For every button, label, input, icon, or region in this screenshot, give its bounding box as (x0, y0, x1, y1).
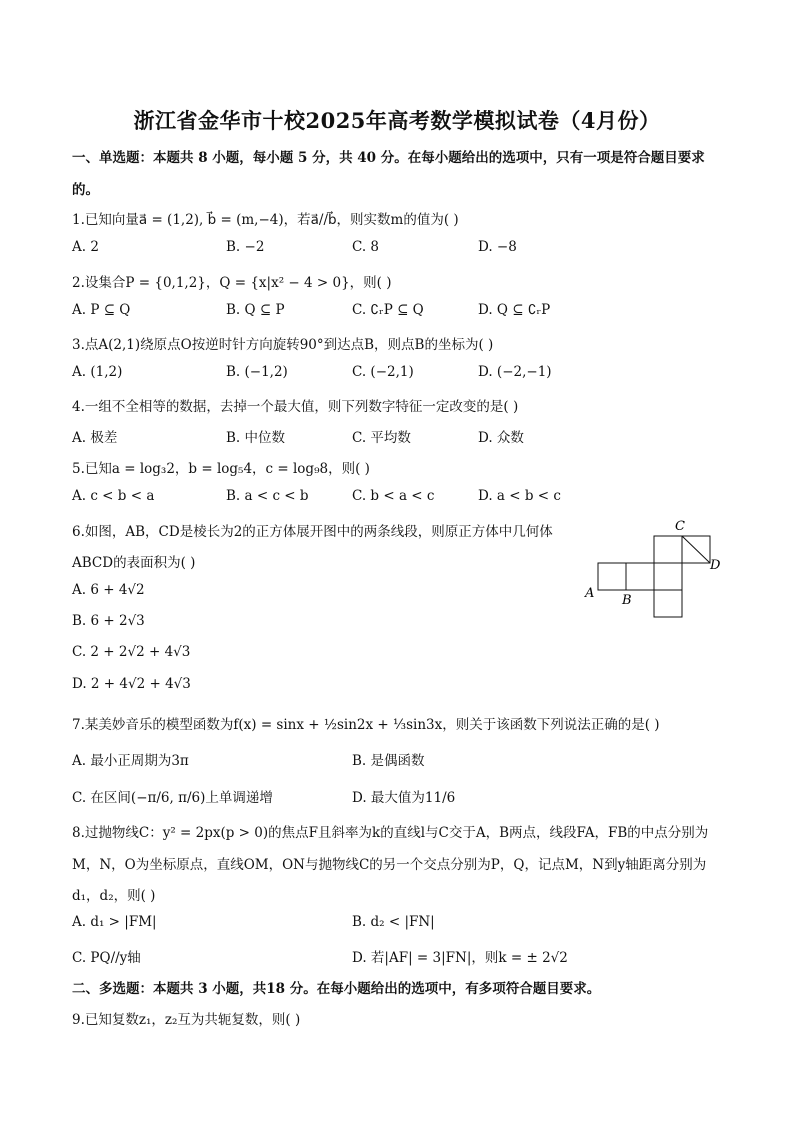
q2-option-d: D. Q ⊆ ∁ᵣP (478, 302, 551, 318)
net-square (626, 563, 654, 590)
net-square (654, 563, 682, 590)
question-8-stem-cont: M，N，O为坐标原点，直线OM，ON与抛物线C的另一个交点分别为P，Q，记点M，N到y轴距离分别为 (72, 857, 707, 873)
q2-option-a: A. P ⊆ Q (72, 302, 131, 318)
label-b: B (622, 593, 632, 608)
q8-option-a: A. d₁ > |FM| (72, 914, 157, 930)
q7-option-b: B. 是偶函数 (352, 753, 425, 769)
question-8-stem-cont2: d₁，d₂，则( ) (72, 888, 156, 904)
cube-net-figure (584, 516, 724, 626)
net-square (598, 563, 626, 590)
section-1-heading-cont: 的。 (72, 182, 99, 198)
q4-option-d: D. 众数 (478, 430, 524, 446)
question-9-stem: 9.已知复数z₁，z₂互为共轭复数，则( ) (72, 1012, 301, 1028)
q2-option-b: B. Q ⊆ P (226, 302, 285, 318)
net-square (654, 590, 682, 617)
q3-option-d: D. (−2,−1) (478, 364, 552, 380)
q5-option-d: D. a < b < c (478, 488, 561, 504)
question-6-stem: 6.如图，AB，CD是棱长为2的正方体展开图中的两条线段，则原正方体中几何体 (72, 524, 553, 540)
label-a: A (585, 586, 595, 601)
section-1-heading: 一、单选题：本题共 8 小题，每小题 5 分，共 40 分。在每小题给出的选项中，只有一项是符合题目要求 (72, 150, 705, 166)
q1-option-d: D. −8 (478, 239, 517, 255)
question-4-stem: 4.一组不全相等的数据，去掉一个最大值，则下列数字特征一定改变的是( ) (72, 399, 519, 415)
q8-option-b: B. d₂ < |FN| (352, 914, 435, 930)
q3-option-c: C. (−2,1) (352, 364, 414, 380)
q7-option-d: D. 最大值为11/6 (352, 790, 456, 806)
q4-option-c: C. 平均数 (352, 430, 411, 446)
q1-option-c: C. 8 (352, 239, 380, 255)
label-c: C (675, 519, 685, 534)
q6-option-a: A. 6 + 4√2 (72, 582, 145, 598)
q2-option-c: C. ∁ᵣP ⊆ Q (352, 302, 424, 318)
q4-option-a: A. 极差 (72, 430, 118, 446)
q6-option-b: B. 6 + 2√3 (72, 613, 145, 629)
q5-option-a: A. c < b < a (72, 488, 155, 504)
q6-option-d: D. 2 + 4√2 + 4√3 (72, 676, 191, 692)
label-d: D (710, 558, 721, 573)
question-2-stem: 2.设集合P = {0,1,2}，Q = {x|x² − 4 > 0}，则( ) (72, 275, 392, 291)
question-1-stem: 1.已知向量a⃗ = (1,2), b⃗ = (m,−4)，若a⃗//b⃗，则实数m的值为( ) (72, 212, 459, 228)
question-8-stem: 8.过抛物线C：y² = 2px(p > 0)的焦点F且斜率为k的直线l与C交于A，B两点，线段FA，FB的中点分别为 (72, 825, 709, 841)
q1-option-b: B. −2 (226, 239, 265, 255)
q7-option-c: C. 在区间(−π/6, π/6)上单调递增 (72, 790, 273, 806)
question-7-stem: 7.某美妙音乐的模型函数为f(x) = sinx + ½sin2x + ⅓sin3x，则关于该函数下列说法正确的是( ) (72, 717, 660, 733)
q3-option-b: B. (−1,2) (226, 364, 288, 380)
page-title: 浙江省金华市十校2025年高考数学模拟试卷（4月份） (133, 108, 661, 133)
net-square (654, 536, 682, 563)
question-5-stem: 5.已知a = log₃2，b = log₅4，c = log₉8，则( ) (72, 461, 370, 477)
q7-option-a: A. 最小正周期为3π (72, 753, 189, 769)
q6-option-c: C. 2 + 2√2 + 4√3 (72, 644, 191, 660)
q8-option-c: C. PQ//y轴 (72, 950, 141, 966)
q8-option-d: D. 若|AF| = 3|FN|，则k = ± 2√2 (352, 950, 568, 966)
q5-option-c: C. b < a < c (352, 488, 435, 504)
question-6-stem-cont: ABCD的表面积为( ) (72, 555, 196, 571)
q3-option-a: A. (1,2) (72, 364, 123, 380)
section-2-heading: 二、多选题：本题共 3 小题，共18 分。在每小题给出的选项中，有多项符合题目要求。 (72, 981, 601, 997)
segment-cd (682, 536, 710, 563)
q5-option-b: B. a < c < b (226, 488, 309, 504)
q1-option-a: A. 2 (72, 239, 99, 255)
q4-option-b: B. 中位数 (226, 430, 286, 446)
question-3-stem: 3.点A(2,1)绕原点O按逆时针方向旋转90°到达点B，则点B的坐标为( ) (72, 337, 494, 353)
